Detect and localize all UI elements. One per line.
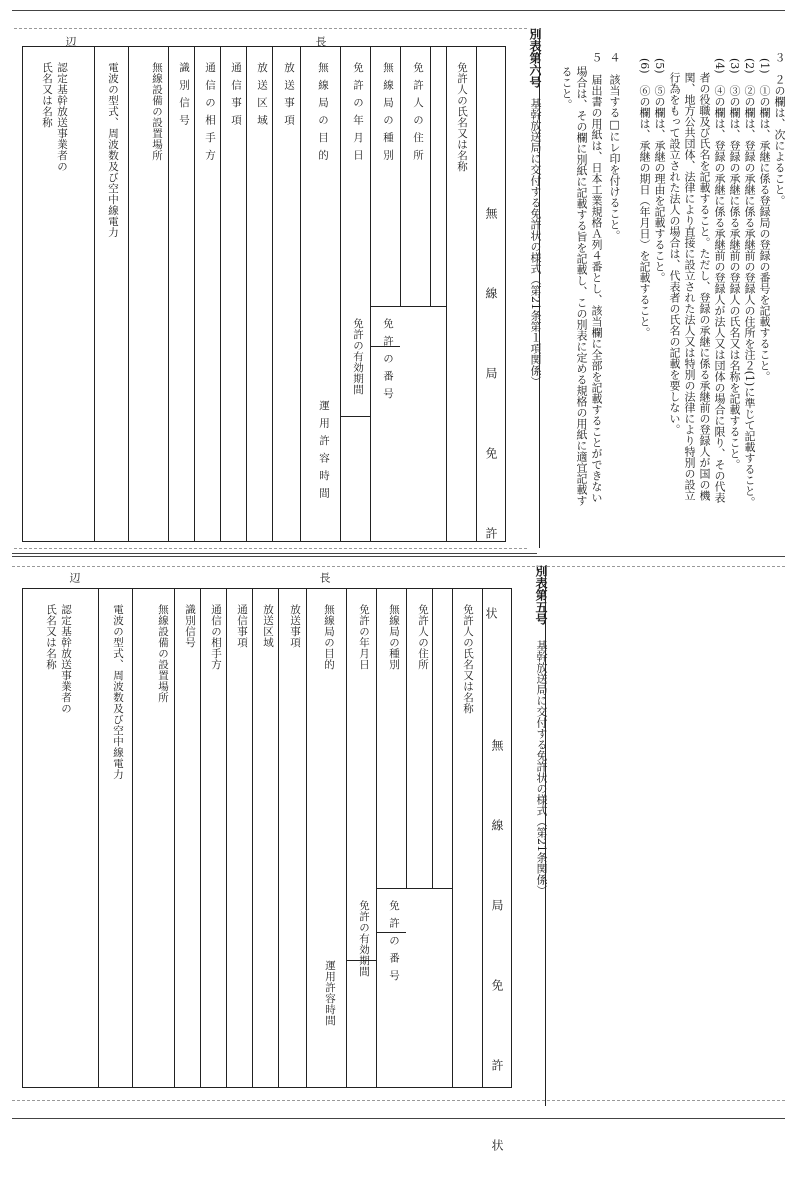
form5-certificate-frame	[22, 588, 512, 1179]
f5-col-line	[132, 588, 133, 1088]
f5-col-line	[200, 588, 201, 1088]
f6-validity: 免許の有効期間	[352, 318, 364, 395]
f5-col-line	[376, 888, 377, 1088]
f5-row-purpose: 無線局の目的	[323, 604, 335, 670]
f5-col-line	[452, 588, 453, 1088]
note-3-4d: 行為をもって設立された法人の場合は、代表者の氏名の記載を要しない。	[668, 72, 681, 435]
f6-license-no: 免許の番号	[382, 318, 394, 406]
f6-row-address: 免許人の住所	[412, 62, 424, 167]
form6-label-rule	[539, 30, 540, 548]
f5-row-line	[376, 888, 452, 889]
f5-row-broadcast-matter: 放送事項	[289, 604, 301, 648]
note-5c: ること。	[560, 66, 573, 110]
note-5b: 場合は、その欄に別紙に記載する旨を記載し、この別表に定める規格の用紙に適宜記載す	[575, 66, 588, 506]
f5-col-line	[406, 588, 407, 888]
f6-row-line	[370, 306, 446, 307]
f5-col-line	[174, 588, 175, 1088]
f6-col-line	[446, 46, 447, 542]
f5-row-comm-matter: 通信事項	[236, 604, 248, 648]
f5-row-call-sign: 識別信号	[184, 604, 196, 648]
f5-row-license-date: 免許の年月日	[358, 604, 370, 670]
f5-hours: 運用許容時間	[324, 960, 336, 1026]
note-3: ３ ２の欄は、次によること。	[773, 52, 786, 206]
f6-row-line	[340, 416, 370, 417]
f6-col-line	[272, 46, 273, 542]
f6-row-operator: 認定基幹放送事業者の氏名又は名称	[41, 62, 68, 172]
f6-row-call-sign: 識別信号	[178, 62, 190, 132]
f6-col-line	[300, 46, 301, 542]
form5-label-rule	[545, 566, 546, 1106]
note-3-6: (6) ⑥の欄は、承継の期日（年月日）を記載すること。	[638, 58, 651, 338]
form5-cut-bottom	[12, 1100, 785, 1101]
f5-validity: 免許の有効期間	[358, 900, 370, 977]
f5-col-line	[482, 588, 483, 1088]
form6-label: 別表第六号	[528, 28, 542, 88]
f5-row-emission: 電波の型式、周波数及び空中線電力	[112, 604, 124, 780]
note-3-2: (2) ②の欄は、登録の承継に係る承継前の登録人の住所を注２(1)に準じて記載すること。	[743, 58, 756, 508]
f6-row-name: 免許人の氏名又は名称	[456, 62, 468, 172]
f6-col-line	[94, 46, 95, 542]
form5-long-mark: 長	[318, 572, 331, 583]
f6-col-line	[430, 46, 431, 306]
f5-row-station-type: 無線局の種別	[388, 604, 400, 670]
f6-col-line	[400, 46, 401, 306]
f6-row-comm-matter: 通信事項	[230, 62, 242, 132]
mid-rule	[12, 553, 537, 554]
note-3-4a: (4) ④の欄は、登録の承継に係る承継前の登録人が法人又は団体の場合に限り、その代表	[713, 58, 726, 503]
form5-cut-top	[12, 566, 785, 567]
f6-row-install-site: 無線設備の設置場所	[151, 62, 163, 161]
f5-row-address: 免許人の住所	[417, 604, 429, 670]
form6-title: 無 線 局 免 許 状	[484, 207, 498, 647]
f6-col-line	[128, 46, 129, 542]
form6-subtitle: 基幹放送局に交付する免許状の様式（第21条第１項関係）	[529, 98, 542, 387]
f6-row-station-type: 無線局の種別	[382, 62, 394, 167]
form6-cut-top	[14, 28, 527, 29]
note-3-4c: 関、地方公共団体、法律により直接に設立された法人又は特別の法律により特別の設立	[683, 72, 696, 501]
f6-col-line	[168, 46, 169, 542]
f6-col-line	[370, 306, 371, 542]
form5-subtitle: 基幹放送局に交付する免許状の様式（第21条関係）	[535, 640, 548, 896]
f5-row-install-site: 無線設備の設置場所	[157, 604, 169, 703]
f5-col-line	[226, 588, 227, 1088]
f5-col-line	[278, 588, 279, 1088]
f5-license-no: 免許の番号	[388, 900, 400, 988]
note-4: ４ 該当する□にレ印を付けること。	[608, 52, 621, 241]
f5-row-operator: 認定基幹放送事業者の氏名又は名称	[45, 604, 72, 714]
f5-col-line	[252, 588, 253, 1088]
mid-rule-2	[12, 556, 785, 557]
bottom-rule	[12, 1118, 785, 1119]
f5-row-comm-party: 通信の相手方	[210, 604, 222, 670]
form6-long-mark: 長	[314, 36, 327, 47]
f6-col-line	[246, 46, 247, 542]
note-3-4b: 者の役職及び氏名を記載すること。ただし、登録の承継に係る承継前の登録人が国の機	[698, 72, 711, 501]
f6-col-line	[476, 46, 477, 542]
note-3-1: (1) ①の欄は、承継に係る登録局の登録の番号を記載すること。	[758, 58, 771, 382]
f5-col-line	[306, 588, 307, 1088]
form6-side-mark: 辺	[64, 36, 77, 47]
form5-label: 別表第五号	[534, 565, 548, 625]
f5-col-line	[98, 588, 99, 1088]
note-3-5: (5) ⑤の欄は、承継の理由を記載すること。	[653, 58, 666, 283]
f6-row-broadcast-area: 放送区域	[256, 62, 268, 132]
f5-row-broadcast-area: 放送区域	[262, 604, 274, 648]
f6-hours: 運用許容時間	[318, 400, 330, 505]
top-rule	[12, 10, 785, 11]
f5-col-line	[346, 588, 347, 1088]
f6-col-line	[220, 46, 221, 542]
form5-side-mark: 辺	[68, 572, 81, 583]
note-5a: ５ 届出書の用紙は、日本工業規格Ａ列４番とし、該当欄に全部を記載することができない	[590, 52, 603, 503]
f6-col-line	[340, 46, 341, 542]
f6-row-license-date: 免許の年月日	[352, 62, 364, 167]
f5-row-name: 免許人の氏名又は名称	[462, 604, 474, 714]
f6-row-broadcast-matter: 放送事項	[283, 62, 295, 132]
f6-row-emission: 電波の型式、周波数及び空中線電力	[107, 62, 119, 238]
f6-row-comm-party: 通信の相手方	[204, 62, 216, 167]
f6-col-line	[194, 46, 195, 542]
form5-title: 無 線 局 免 許 状	[490, 739, 504, 1179]
f6-row-purpose: 無線局の目的	[317, 62, 329, 167]
f5-col-line	[432, 588, 433, 888]
note-3-3: (3) ③の欄は、登録の承継に係る承継前の登録人の氏名又は名称を記載すること。	[728, 58, 741, 470]
form6-cut-bottom	[14, 548, 527, 549]
